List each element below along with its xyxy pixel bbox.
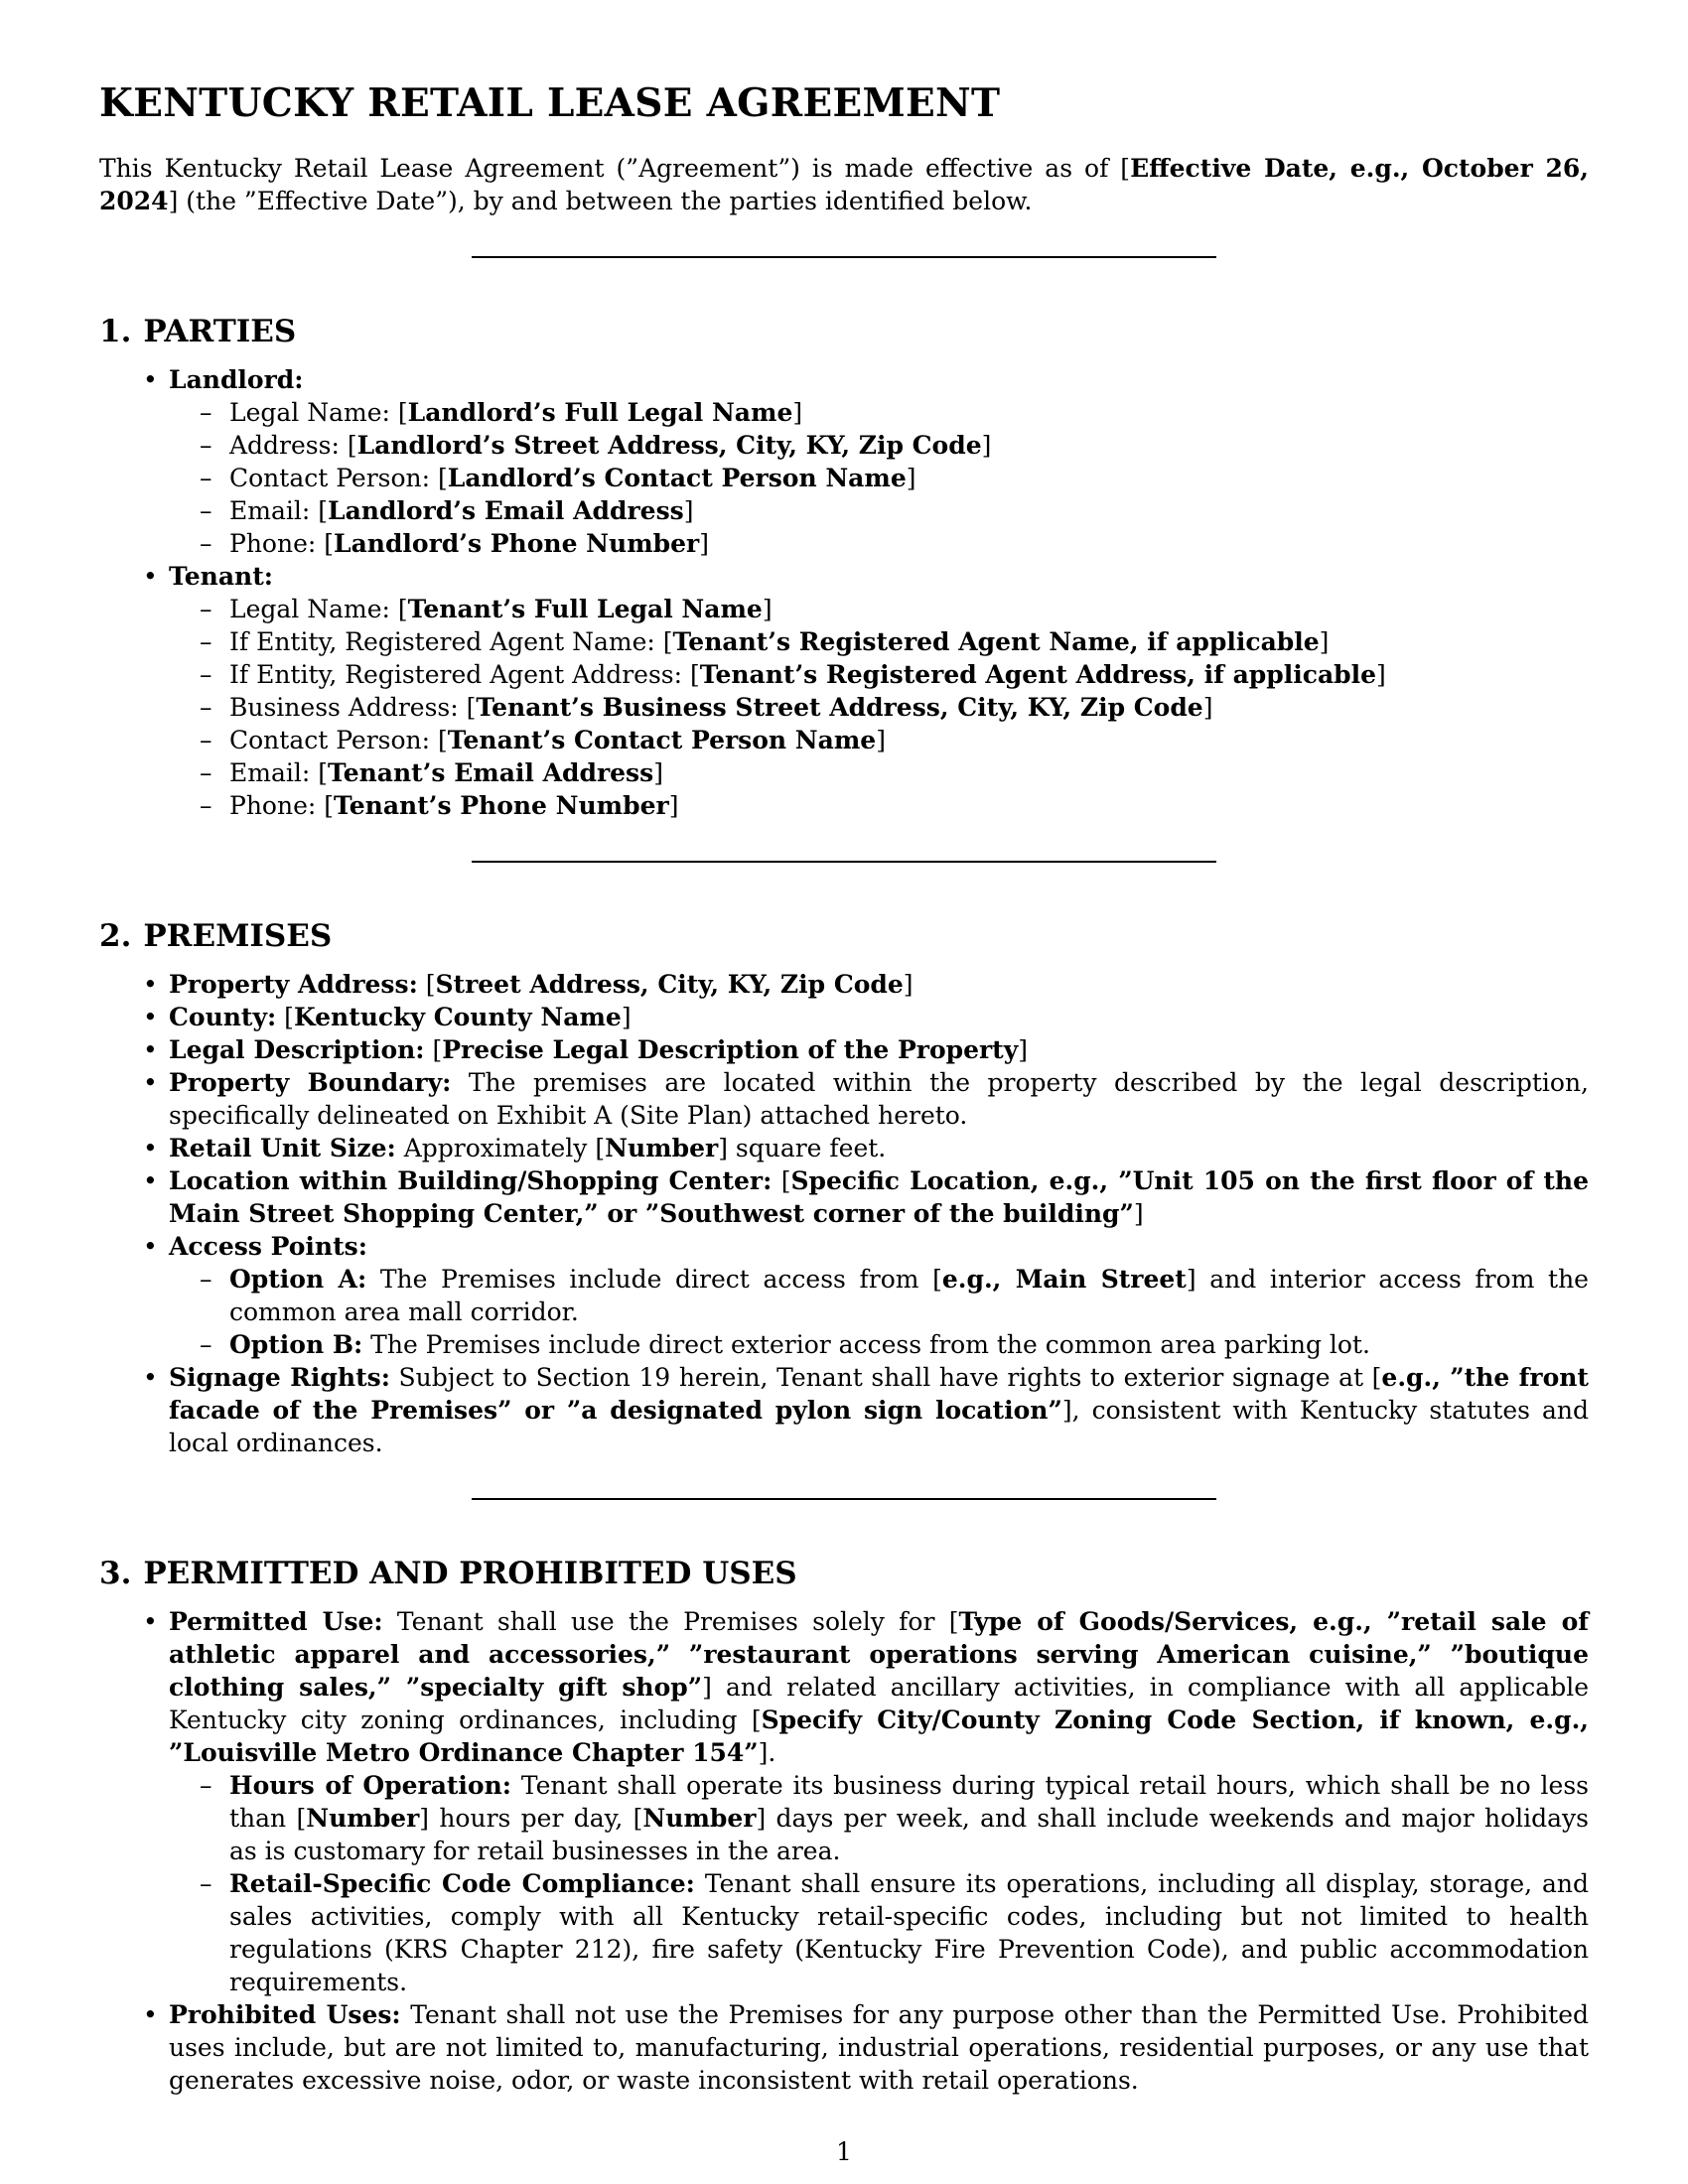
premises-list [99, 968, 1589, 1459]
list-item-property-boundary: • Property Boundary: The premises are located within the property described by the legal description, specifically delineated on Exhibit A (Site Plan) attached hereto. [169, 1066, 1589, 1132]
section-number: 2. [99, 917, 132, 954]
list-item: – Legal Name: [Landlord’s Full Legal Name] [229, 396, 1589, 429]
tenant-details [169, 593, 1589, 822]
section-title: PERMITTED AND PROHIBITED USES [143, 1555, 797, 1591]
list-item-code-compliance: – Retail-Specific Code Compliance: Tenant shall ensure its operations, including all display, storage, and sales activities, comply with all Kentucky retail-specific codes, including but not limited to health regulations (KRS Chapter 212), fire safety (Kentucky Fire Prevention Code), and public accommodation requirements. [229, 1867, 1589, 1998]
landlord-details [169, 396, 1589, 560]
list-item-option-b: – Option B: The Premises include direct exterior access from the common area parking lot. [229, 1328, 1589, 1361]
section-divider [99, 1485, 1589, 1504]
list-item-county: • County: [Kentucky County Name] [169, 1001, 1589, 1033]
list-item-tenant [169, 560, 1589, 822]
section-divider [99, 848, 1589, 867]
list-item-location: • Location within Building/Shopping Center: [Specific Location, e.g., ”Unit 105 on the first floor of the Main Street Shopping Center,” or ”Southwest corner of the building”] [169, 1164, 1589, 1230]
parties-list [99, 363, 1589, 822]
list-item-option-a: – Option A: The Premises include direct access from [e.g., Main Street] and interior access from the common area mall corridor. [229, 1263, 1589, 1328]
section-heading-parties [99, 312, 1589, 351]
list-item-access-points: • Access Points: – Option A: The Premises include direct access from [e.g., Main Street] and interior access from the common area mall corridor. – Option B: The Premises include direct exterior access from the common area parking lot. [169, 1230, 1589, 1361]
list-item-legal-description: • Legal Description: [Precise Legal Description of the Property] [169, 1033, 1589, 1066]
section-number: 1. [99, 313, 132, 349]
list-item: – Contact Person: [Tenant’s Contact Person Name] [229, 724, 1589, 756]
list-item: – Phone: [Tenant’s Phone Number] [229, 789, 1589, 822]
list-item: – Legal Name: [Tenant’s Full Legal Name] [229, 593, 1589, 625]
uses-list [99, 1605, 1589, 2097]
intro-text: This Kentucky Retail Lease Agreement (”Agreement”) is made effective as of [ [99, 153, 1131, 183]
list-item-signage: • Signage Rights: Subject to Section 19 herein, Tenant shall have rights to exterior signage at [e.g., ”the front facade of the Premises” or ”a designated pylon sign location”], consistent with Kentucky statutes and local ordinances. [169, 1361, 1589, 1459]
document-title: KENTUCKY RETAIL LEASE AGREEMENT [99, 80, 1001, 126]
section-heading-uses [99, 1554, 1589, 1593]
section-title: PARTIES [143, 313, 297, 349]
list-item: – Business Address: [Tenant’s Business Street Address, City, KY, Zip Code] [229, 691, 1589, 724]
section-number: 3. [99, 1555, 132, 1591]
document-page [99, 81, 1589, 2097]
list-item: – If Entity, Registered Agent Name: [Tenant’s Registered Agent Name, if applicable] [229, 625, 1589, 658]
list-item-hours: – Hours of Operation: Tenant shall operate its business during typical retail hours, which shall be no less than [Number] hours per day, [Number] days per week, and shall include weekends and major holidays as is customary for retail businesses in the area. [229, 1769, 1589, 1867]
tenant-label: Tenant: [169, 561, 273, 591]
section-divider [99, 243, 1589, 262]
permitted-use-details [169, 1769, 1589, 1998]
intro-paragraph [99, 152, 1589, 217]
section-heading-premises [99, 916, 1589, 956]
intro-text-end: ] (the ”Effective Date”), by and between the parties identified below. [168, 186, 1033, 215]
page-number: 1 [836, 2137, 852, 2166]
list-item-prohibited-uses: • Prohibited Uses: Tenant shall not use the Premises for any purpose other than the Permitted Use. Prohibited uses include, but are not limited to, manufacturing, industrial operations, residential purposes, or any use that generates excessive noise, odor, or waste inconsistent with retail operations. [169, 1998, 1589, 2097]
list-item: – Address: [Landlord’s Street Address, City, KY, Zip Code] [229, 429, 1589, 462]
access-options [169, 1263, 1589, 1361]
effective-date-placeholder: Effective Date, e.g., October 26, 2024 [99, 153, 1589, 215]
list-item-permitted-use: • Permitted Use: Tenant shall use the Premises solely for [Type of Goods/Services, e.g., ”retail sale of athletic apparel and accessories,” ”restaurant operations serving American cuisine,” ”boutique clothing sales,” ”specialty gift shop”] and related ancillary activities, in compliance with all applicable Kentucky city zoning ordinances, including [Specify City/County Zoning Code Section, if known, e.g., ”Louisville Metro Ordinance Chapter 154”]. – Hours of Operation: Tenant shall operate its business during typical retail hours, which shall be no less than [Number] hours per day, [Number] days per week, and shall include weekends and major holidays as is customary for retail businesses in the area. – Retail-Specific Code Compliance: Tenant shall ensure its operations, including all display, storage, and sales activities, comply with all Kentucky retail-specific codes, including but not limited to health regulations (KRS Chapter 212), fire safety (Kentucky Fire Prevention Code), and public accommodation requirements. [169, 1605, 1589, 1998]
list-item-unit-size: • Retail Unit Size: Approximately [Number] square feet. [169, 1132, 1589, 1164]
list-item: – Phone: [Landlord’s Phone Number] [229, 527, 1589, 560]
list-item: – Email: [Landlord’s Email Address] [229, 494, 1589, 527]
list-item: – If Entity, Registered Agent Address: [Tenant’s Registered Agent Address, if applicable] [229, 658, 1589, 691]
list-item-landlord [169, 363, 1589, 560]
list-item: – Contact Person: [Landlord’s Contact Person Name] [229, 462, 1589, 494]
list-item: – Email: [Tenant’s Email Address] [229, 756, 1589, 789]
list-item-property-address: • Property Address: [Street Address, City, KY, Zip Code] [169, 968, 1589, 1001]
landlord-label: Landlord: [169, 364, 304, 394]
section-title: PREMISES [143, 917, 333, 954]
